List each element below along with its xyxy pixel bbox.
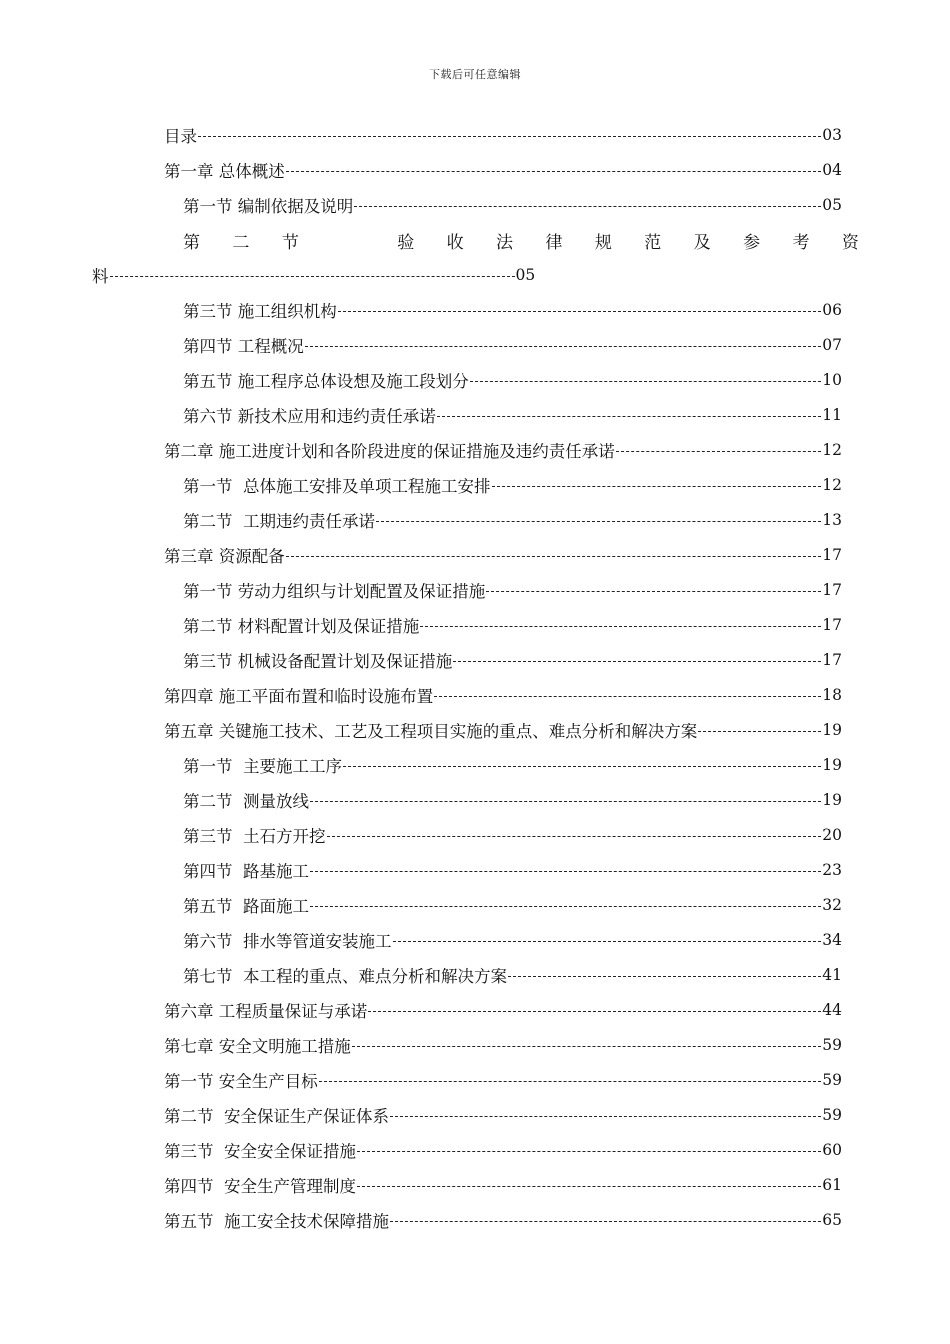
toc-leader: [376, 521, 821, 522]
toc-entry[interactable]: [183, 612, 842, 638]
toc-page-number: 17: [822, 581, 842, 599]
toc-page-number: 34: [822, 931, 842, 949]
toc-entry-label: 第六节 排水等管道安装施工: [183, 932, 392, 951]
toc-entry-char: 范: [644, 232, 662, 253]
toc-entry-label: 第五章 关键施工技术、工艺及工程项目实施的重点、难点分析和解决方案: [164, 722, 698, 741]
toc-entry-label: 第六节 新技术应用和违约责任承诺: [183, 407, 436, 426]
toc-page-number: 06: [822, 301, 842, 319]
toc-leader: [310, 801, 821, 802]
toc-leader: [327, 836, 822, 837]
toc-page-number: 11: [822, 406, 842, 424]
toc-entry[interactable]: [183, 787, 842, 813]
toc-entry-char: 收: [446, 232, 464, 253]
toc-entry-char: 参: [743, 232, 761, 253]
toc-page-number: 23: [822, 861, 842, 879]
toc-entry[interactable]: [183, 297, 842, 323]
toc-entry[interactable]: [183, 927, 842, 953]
toc-leader: [286, 556, 822, 557]
toc-entry-label: 第二节 材料配置计划及保证措施: [183, 617, 420, 636]
toc-entry-justified[interactable]: [183, 227, 859, 253]
toc-page-number: 12: [822, 441, 842, 459]
toc-page-number: 19: [822, 791, 842, 809]
toc-leader: [390, 1116, 821, 1117]
toc-entry-label: 第三章 资源配备: [164, 547, 285, 566]
toc-leader: [354, 206, 821, 207]
toc-leader: [357, 1186, 821, 1187]
toc-entry-char: 资: [841, 232, 859, 253]
toc-page-number: 05: [515, 266, 536, 284]
toc-entry-label: 第二节 安全保证生产保证体系: [164, 1107, 389, 1126]
toc-page-number: 41: [822, 966, 842, 984]
toc-leader: [310, 871, 821, 872]
toc-page-number: 17: [822, 616, 842, 634]
toc-page-number: 13: [822, 511, 842, 529]
toc-page-number: 10: [822, 371, 842, 389]
toc-entry[interactable]: [183, 962, 842, 988]
toc-entry-label: 第二节 测量放线: [183, 792, 309, 811]
toc-entry[interactable]: [183, 577, 842, 603]
toc-page-number: 59: [822, 1071, 842, 1089]
toc-entry-label: 第一节 总体施工安排及单项工程施工安排: [183, 477, 491, 496]
toc-leader: [343, 766, 821, 767]
toc-entry[interactable]: [164, 1067, 842, 1093]
toc-leader: [368, 1011, 821, 1012]
toc-entry-char: 规: [594, 232, 612, 253]
toc-leader: [492, 486, 822, 487]
toc-leader: [338, 311, 822, 312]
toc-page-number: 61: [822, 1176, 842, 1194]
toc-leader: [616, 451, 822, 452]
toc-entry-label: 第四章 施工平面布置和临时设施布置: [164, 687, 434, 706]
toc-page-number: 04: [822, 161, 842, 179]
toc-entry[interactable]: [183, 192, 842, 218]
toc-leader: [310, 906, 821, 907]
toc-page-number: 17: [822, 651, 842, 669]
toc-entry-label: 第一节 编制依据及说明: [183, 197, 354, 216]
toc-entry[interactable]: [183, 822, 842, 848]
toc-entry-label: 目录: [164, 127, 197, 146]
toc-entry[interactable]: [164, 1102, 842, 1128]
toc-entry[interactable]: [164, 1032, 842, 1058]
toc-page-number: 17: [822, 546, 842, 564]
toc-entry[interactable]: [183, 332, 842, 358]
toc-page-number: 05: [822, 196, 842, 214]
toc-entry-label: 第五节 施工程序总体设想及施工段划分: [183, 372, 469, 391]
toc-entry-label: 第七节 本工程的重点、难点分析和解决方案: [183, 967, 507, 986]
toc-leader: [198, 136, 821, 137]
toc-entry[interactable]: [164, 717, 842, 743]
toc-entry[interactable]: [183, 892, 842, 918]
toc-entry[interactable]: [164, 157, 842, 183]
toc-entry-label: 第七章 安全文明施工措施: [164, 1037, 351, 1056]
toc-leader: [434, 696, 821, 697]
toc-entry-label: 第四节 工程概况: [183, 337, 304, 356]
toc-entry-label: 第三节 机械设备配置计划及保证措施: [183, 652, 453, 671]
toc-page-number: 12: [822, 476, 842, 494]
toc-page-number: 65: [822, 1211, 842, 1229]
toc-entry[interactable]: [183, 402, 842, 428]
toc-page-number: 03: [822, 126, 842, 144]
toc-entry-char: 验: [397, 232, 415, 253]
toc-leader: [508, 976, 821, 977]
toc-entry-label: 第三节 施工组织机构: [183, 302, 337, 321]
toc-leader: [393, 941, 822, 942]
toc-entry[interactable]: [183, 857, 842, 883]
toc-leader: [420, 626, 821, 627]
toc-page-number: 19: [822, 721, 842, 739]
toc-entry[interactable]: [164, 1137, 842, 1163]
toc-entry-char: 律: [545, 232, 563, 253]
toc-entry-label: 第三节 安全安全保证措施: [164, 1142, 356, 1161]
toc-page-number: 19: [822, 756, 842, 774]
toc-entry[interactable]: [164, 1207, 842, 1233]
toc-entry-label: 第四节 安全生产管理制度: [164, 1177, 356, 1196]
toc-entry-label: 第四节 路基施工: [183, 862, 309, 881]
toc-leader: [357, 1151, 821, 1152]
toc-entry-label: 料: [92, 267, 109, 286]
toc-page-number: 44: [822, 1001, 842, 1019]
toc-leader: [470, 381, 822, 382]
toc-entry[interactable]: [164, 437, 842, 463]
toc-leader: [110, 276, 515, 277]
toc-entry[interactable]: [183, 752, 842, 778]
toc-page-number: 59: [822, 1106, 842, 1124]
toc-entry[interactable]: [183, 367, 842, 393]
toc-entry[interactable]: [183, 647, 842, 673]
toc-leader: [352, 1046, 822, 1047]
toc-entry-label: 第一节 劳动力组织与计划配置及保证措施: [183, 582, 486, 601]
toc-entry-char: 第: [183, 232, 200, 253]
toc-entry[interactable]: [164, 122, 842, 148]
toc-page-number: 18: [822, 686, 842, 704]
toc-page-number: 59: [822, 1036, 842, 1054]
toc-entry-label: 第一节 主要施工工序: [183, 757, 342, 776]
toc-page-number: 60: [822, 1141, 842, 1159]
toc-entry-char: 考: [792, 232, 810, 253]
toc-entry[interactable]: [164, 997, 842, 1023]
toc-entry-label: 第一节 安全生产目标: [164, 1072, 318, 1091]
toc-entry-label: 第三节 土石方开挖: [183, 827, 326, 846]
toc-entry-char: 二: [232, 232, 250, 253]
toc-entry-label: 第六章 工程质量保证与承诺: [164, 1002, 368, 1021]
toc-entry[interactable]: [164, 1172, 842, 1198]
toc-entry-label: 第五节 施工安全技术保障措施: [164, 1212, 389, 1231]
toc-entry-label: 第二章 施工进度计划和各阶段进度的保证措施及违约责任承诺: [164, 442, 615, 461]
toc-entry-char: 节: [281, 232, 299, 253]
toc-entry-label: 第一章 总体概述: [164, 162, 285, 181]
toc-leader: [486, 591, 821, 592]
toc-entry-label: 第五节 路面施工: [183, 897, 309, 916]
toc-leader: [698, 731, 821, 732]
toc-entry-continuation[interactable]: [92, 262, 535, 288]
toc-leader: [319, 1081, 822, 1082]
toc-entry-char: 法: [496, 232, 514, 253]
toc-entry-char: 及: [693, 232, 711, 253]
toc-entry[interactable]: [164, 682, 842, 708]
toc-page-number: 07: [822, 336, 842, 354]
toc-leader: [453, 661, 821, 662]
toc-page-number: 20: [822, 826, 842, 844]
toc-page-number: 32: [822, 896, 842, 914]
toc-leader: [286, 171, 822, 172]
toc-entry[interactable]: [183, 472, 842, 498]
toc-leader: [390, 1221, 821, 1222]
toc-entry[interactable]: [183, 507, 842, 533]
toc-entry-label: 第二节 工期违约责任承诺: [183, 512, 375, 531]
toc-leader: [305, 346, 822, 347]
toc-leader: [437, 416, 822, 417]
page-header: 下载后可任意编辑: [429, 68, 521, 81]
toc-entry[interactable]: [164, 542, 842, 568]
